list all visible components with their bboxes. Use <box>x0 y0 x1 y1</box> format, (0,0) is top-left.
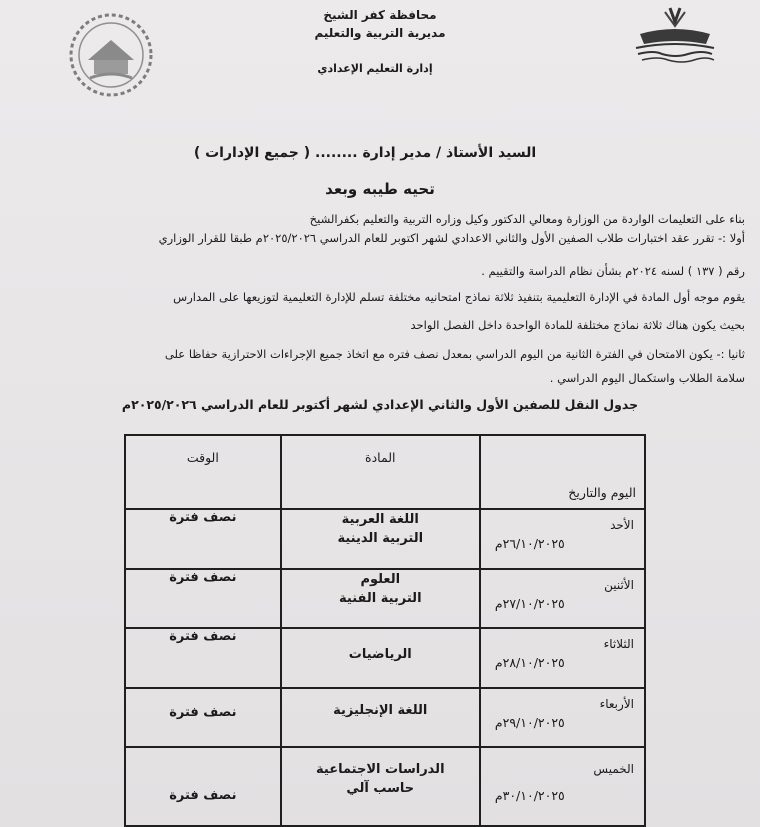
day-name: الخميس <box>593 762 634 777</box>
table-row <box>125 747 645 826</box>
subject-cell <box>281 509 480 569</box>
day-name: الأثنين <box>604 577 634 592</box>
day-cell <box>480 747 645 826</box>
subject-name: الدراسات الاجتماعية <box>316 762 445 778</box>
subject-cell <box>281 628 480 688</box>
header-subject: المادة <box>281 435 480 509</box>
subject-cell <box>281 569 480 629</box>
time-cell: نصف فترة <box>125 747 281 826</box>
addressee-line: السيد الأستاذ / مدير إدارة ........ ( جميع الإدارات ) <box>193 145 537 161</box>
table-row <box>125 688 645 748</box>
table-row <box>125 569 645 629</box>
body-line: يقوم موجه أول المادة في الإدارة التعليمية بتنفيذ ثلاثة نماذج امتحانيه مختلفة تسلم للإدارة التعليمية لتوزيعها على المدارس <box>173 290 745 304</box>
time-cell: نصف فترة <box>125 569 281 629</box>
day-cell <box>480 569 645 629</box>
day-date: ٣٠/١٠/٢٠٢٥م <box>494 788 565 804</box>
day-name: الثلاثاء <box>603 637 634 652</box>
day-cell <box>480 509 645 569</box>
body-line: ثانيا :- يكون الامتحان في الفترة الثانية من اليوم الدراسي بمعدل نصف فتره مع اتخاذ جميع الإجراءات الاحترازية حفاظا على <box>164 347 745 361</box>
directorate-seal-icon <box>66 10 156 100</box>
subject-name: العلوم <box>360 571 401 587</box>
header-time: الوقت <box>125 435 281 509</box>
governorate-name: محافظة كفر الشيخ <box>323 8 437 22</box>
day-cell <box>480 628 645 688</box>
day-date: ٢٧/١٠/٢٠٢٥م <box>494 595 565 611</box>
body-line: بحيث يكون هناك ثلاثة نماذج مختلفة للمادة الواحدة داخل الفصل الواحد <box>410 318 745 332</box>
body-line: سلامة الطلاب واستكمال اليوم الدراسي . <box>549 371 745 385</box>
directorate-name: مديرية التربية والتعليم <box>314 26 446 40</box>
subject-name: التربية الفنية <box>339 590 422 606</box>
subject-cell <box>281 747 480 826</box>
subject-name: حاسب آلي <box>346 781 415 797</box>
subject-name: اللغة الإنجليزية <box>333 702 428 718</box>
time-cell: نصف فترة <box>125 688 281 748</box>
table-header-row <box>125 435 645 509</box>
day-cell <box>480 688 645 748</box>
body-line: بناء على التعليمات الواردة من الوزارة ومعالي الدكتور وكيل وزاره التربية والتعليم بكفرالشيخ <box>309 212 745 226</box>
body-line: أولا :- تقرر عقد اختبارات طلاب الصفين الأول والثاني الاعدادي لشهر اكتوبر للعام الدراسي ٢٠٢٥/٢٠٢٦م طبقا للقرار الوزاري <box>158 231 745 245</box>
day-name: الأحد <box>610 518 634 532</box>
subject-name: الرياضيات <box>348 647 412 663</box>
greeting-line: تحيه طيبه وبعد <box>325 180 435 198</box>
governorate-emblem-icon <box>632 4 718 64</box>
time-cell: نصف فترة <box>125 509 281 569</box>
header-block <box>250 6 510 42</box>
day-date: ٢٩/١٠/٢٠٢٥م <box>494 714 565 730</box>
day-date: ٢٦/١٠/٢٠٢٥م <box>494 536 565 551</box>
day-name: الأربعاء <box>599 696 634 711</box>
subject-cell <box>281 688 480 748</box>
time-cell: نصف فترة <box>125 628 281 688</box>
subject-name: اللغة العربية <box>341 512 419 527</box>
department-name: إدارة التعليم الإعدادي <box>317 62 433 75</box>
table-row <box>125 628 645 688</box>
day-date: ٢٨/١٠/٢٠٢٥م <box>494 655 565 671</box>
table-title: جدول النقل للصفين الأول والثاني الإعدادي لشهر أكتوبر للعام الدراسي ٢٠٢٥/٢٠٢٦م <box>121 397 639 412</box>
subject-name: التربية الدينية <box>337 531 424 546</box>
table-row <box>125 509 645 569</box>
body-line: رقم ( ١٣٧ ) لسنه ٢٠٢٤م بشأن نظام الدراسة والتقييم . <box>481 264 745 278</box>
header-day: اليوم والتاريخ <box>480 435 645 509</box>
schedule-table <box>124 434 646 827</box>
